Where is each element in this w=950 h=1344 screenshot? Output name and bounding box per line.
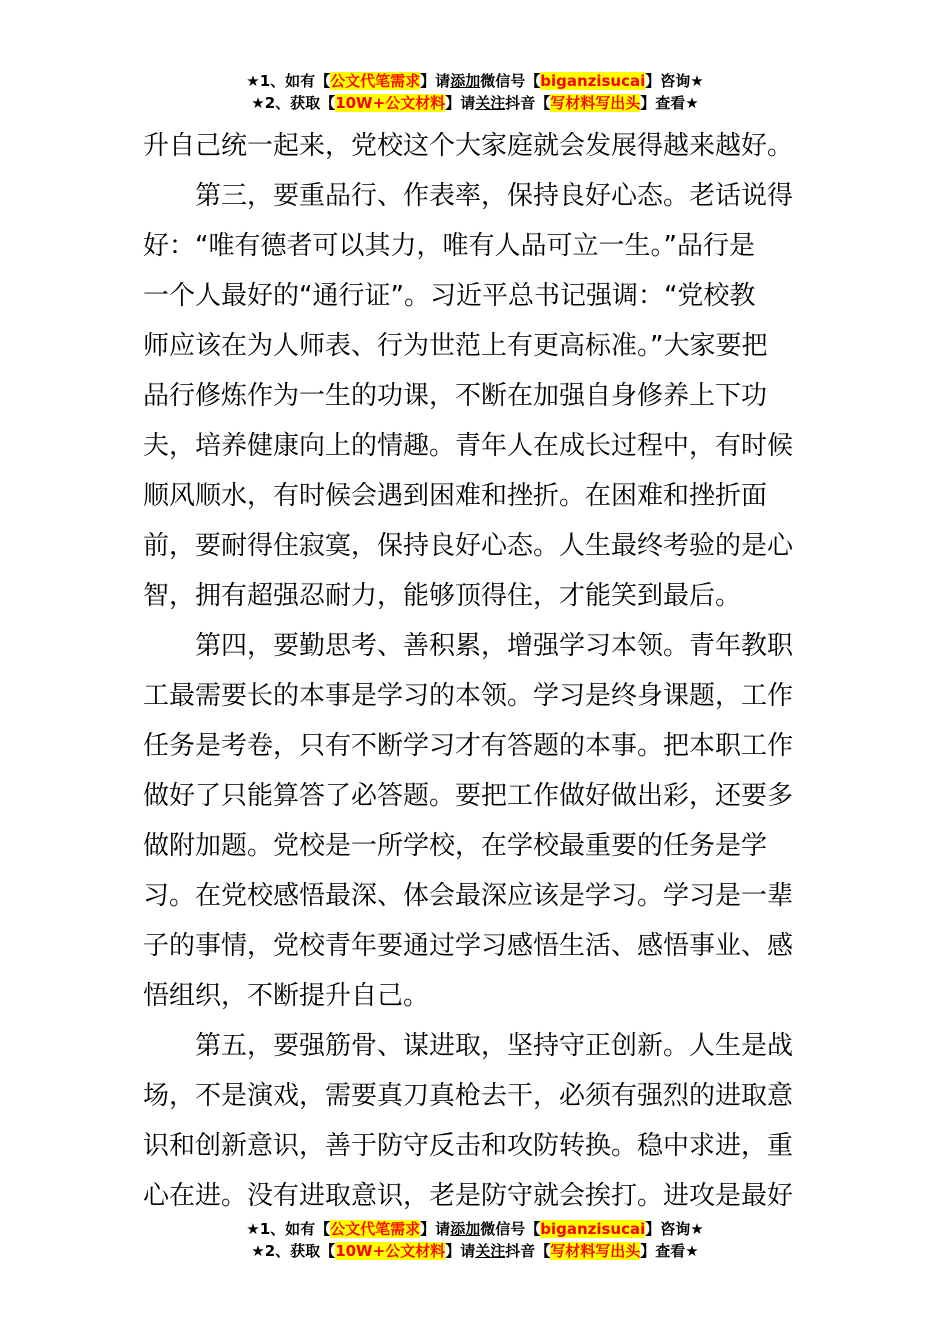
text-line: 好：“唯有德者可以其力，唯有人品可立一生。”品行是 xyxy=(143,231,755,261)
text-line: 夫，培养健康向上的情趣。青年人在成长过程中，有时候 xyxy=(143,431,794,461)
text-line: 识和创新意识，善于防守反击和攻防转换。稳中求进，重 xyxy=(143,1131,794,1161)
text-line: 习。在党校感悟最深、体会最深应该是学习。学习是一辈 xyxy=(143,881,794,911)
text-line: 场，不是演戏，需要真刀真枪去干，必须有强烈的进取意 xyxy=(143,1081,794,1111)
text-line: 子的事情，党校青年要通过学习感悟生活、感悟事业、感 xyxy=(143,931,794,961)
banner-highlight: 10W+公文材料 xyxy=(335,94,446,112)
banner-highlight: 写材料写出头 xyxy=(550,1242,641,1260)
banner-highlight: 公文代笔需求 xyxy=(330,72,421,90)
banner-highlight: 公文代笔需求 xyxy=(330,1220,421,1238)
text-line: 心在进。没有进取意识，老是防守就会挨打。进攻是最好 xyxy=(143,1181,794,1211)
text-line: 升自己统一起来，党校这个大家庭就会发展得越来越好。 xyxy=(143,131,794,161)
banner-text: 】咨询★ xyxy=(645,72,704,90)
text-line: 顺风顺水，有时候会遇到困难和挫折。在困难和挫折面 xyxy=(143,481,768,511)
paragraph-start: 第五，要强筋骨、谋进取，坚持守正创新。人生是战 xyxy=(195,1031,794,1061)
banner-text: 】咨询★ xyxy=(645,1220,704,1238)
banner-highlight: biganzisucai xyxy=(540,72,646,90)
banner-line-2 xyxy=(0,92,950,114)
banner-highlight: 写材料写出头 xyxy=(550,94,641,112)
banner-underline: 添加 xyxy=(450,1220,481,1238)
text-line: 前，要耐得住寂寞，保持良好心态。人生最终考验的是心 xyxy=(143,531,794,561)
footer-banner xyxy=(0,1218,950,1262)
banner-text: 】请 xyxy=(420,1220,451,1238)
banner-text: 】查看★ xyxy=(640,94,699,112)
text-line: 师应该在为人师表、行为世范上有更高标准。”大家要把 xyxy=(143,331,768,361)
text-line: 做好了只能算答了必答题。要把工作做好做出彩，还要多 xyxy=(143,781,794,811)
banner-text: ★1、如有【 xyxy=(246,1220,331,1238)
paragraph-start: 第三，要重品行、作表率，保持良好心态。老话说得 xyxy=(195,181,794,211)
header-banner xyxy=(0,70,950,114)
banner-underline: 关注 xyxy=(475,94,506,112)
banner-text: 】请 xyxy=(445,1242,476,1260)
text-line: 任务是考卷，只有不断学习才有答题的本事。把本职工作 xyxy=(143,731,794,761)
text-line: 做附加题。党校是一所学校，在学校最重要的任务是学 xyxy=(143,831,768,861)
text-line: 品行修炼作为一生的功课，不断在加强自身修养上下功 xyxy=(143,381,768,411)
banner-text: 微信号【 xyxy=(480,1220,541,1238)
banner-highlight: biganzisucai xyxy=(540,1220,646,1238)
banner-highlight: 10W+公文材料 xyxy=(335,1242,446,1260)
banner-line-1 xyxy=(0,70,950,92)
banner-text: 】查看★ xyxy=(640,1242,699,1260)
banner-text: 抖音【 xyxy=(505,94,551,112)
banner-underline: 关注 xyxy=(475,1242,506,1260)
banner-text: ★2、获取【 xyxy=(251,94,336,112)
banner-line-1 xyxy=(0,1218,950,1240)
banner-underline: 添加 xyxy=(450,72,481,90)
banner-text: 】请 xyxy=(420,72,451,90)
banner-text: ★2、获取【 xyxy=(251,1242,336,1260)
paragraph-start: 第四，要勤思考、善积累，增强学习本领。青年教职 xyxy=(195,631,794,661)
banner-text: 微信号【 xyxy=(480,72,541,90)
banner-text: 抖音【 xyxy=(505,1242,551,1260)
text-line: 一个人最好的“通行证”。习近平总书记强调：“党校教 xyxy=(143,281,756,311)
text-line: 智，拥有超强忍耐力，能够顶得住，才能笑到最后。 xyxy=(143,581,742,611)
text-line: 悟组织，不断提升自己。 xyxy=(143,981,430,1011)
banner-text: ★1、如有【 xyxy=(246,72,331,90)
banner-text: 】请 xyxy=(445,94,476,112)
text-line: 工最需要长的本事是学习的本领。学习是终身课题，工作 xyxy=(143,681,794,711)
banner-line-2 xyxy=(0,1240,950,1262)
document-body xyxy=(143,121,811,1221)
